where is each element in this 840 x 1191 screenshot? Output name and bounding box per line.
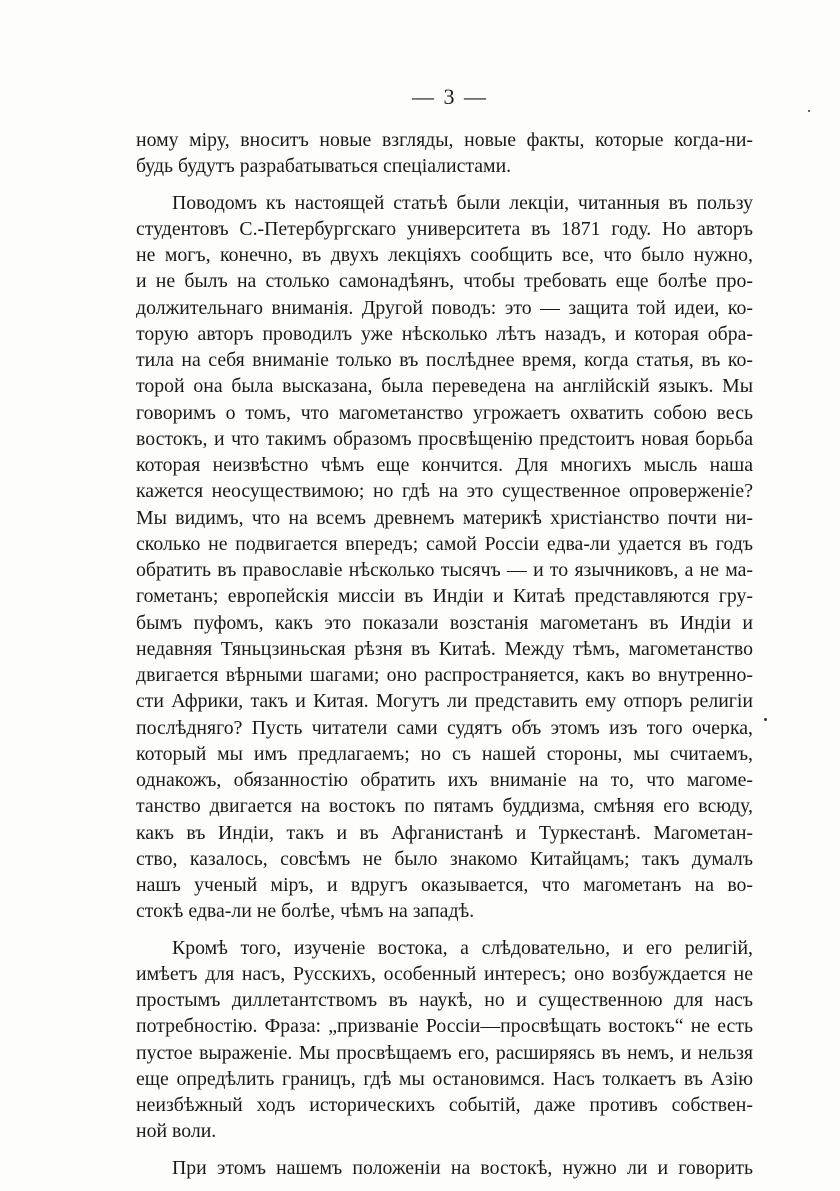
text-line: послѣдняго? Пусть читатели сами судятъ объ этомъ изъ того очерка, [136, 716, 753, 739]
paragraph [136, 935, 753, 1145]
text-line: пустое выраженіе. Мы просвѣщаемъ его, расширяясь въ немъ, и нельзя [136, 1041, 753, 1064]
text-line: танство двигается на востокъ по пятамъ буддизма, смѣняя его всюду, [136, 795, 753, 818]
text-line: Кромѣ того, изученіе востока, а слѣдовательно, и его религій, [172, 936, 753, 959]
text-line: нашъ ученый міръ, и вдругъ оказывается, что магометанъ на во- [136, 874, 753, 896]
text-line: который мы имъ предлагаемъ; но съ нашей стороны, мы считаемъ, [136, 742, 753, 765]
paragraph [136, 1155, 753, 1181]
scan-speck [764, 718, 767, 721]
text-line: стокѣ едва-ли не болѣе, чѣмъ на западѣ. [136, 900, 475, 923]
text-line: будь будутъ разрабатываться спеціалистами. [136, 155, 512, 178]
paragraph [136, 190, 753, 925]
text-line: однакожъ, обязанностію обратить ихъ вниманіе на то, что магоме- [136, 769, 753, 791]
body-text [136, 127, 753, 1181]
text-line: еще опредѣлить границъ, гдѣ мы остановимся. Насъ толкаетъ въ Азію [136, 1067, 753, 1090]
text-line: неизбѣжный ходъ историческихъ событій, даже противъ собствен- [136, 1094, 753, 1116]
text-line: имѣетъ для насъ, Русскихъ, особенный интересъ; оно возбуждается не [136, 962, 753, 985]
text-line: говоримъ о томъ, что магометанство угрожаетъ охватить собою весь [136, 401, 753, 424]
text-line: потребностію. Фраза: „призваніе Россіи—просвѣщать востокъ“ не есть [136, 1015, 753, 1038]
text-line: не могъ, конечно, въ двухъ лекціяхъ сообщить все, что было нужно, [136, 244, 753, 266]
text-line: которая неизвѣстно чѣмъ еще кончится. Для многихъ мысль наша [136, 454, 753, 476]
text-line: должительнаго вниманія. Другой поводъ: это — защита той идеи, ко- [136, 296, 753, 319]
text-line: сколько не подвигается впередъ; самой Россіи едва-ли удается въ годъ [136, 532, 753, 555]
text-line: торую авторъ проводилъ уже нѣсколько лѣтъ назадъ, и которая обра- [136, 322, 753, 345]
text-line: обратить въ православіе нѣсколько тысячъ — и то язычниковъ, а не ма- [136, 559, 753, 581]
text-line: бымъ пуфомъ, какъ это показали возстанія магометанъ въ Индіи и [136, 611, 753, 634]
text-line: ство, казалось, совсѣмъ не было знакомо Китайцамъ; такъ думалъ [136, 847, 753, 870]
text-line: торой она была высказана, была переведена на англійскій языкъ. Мы [136, 375, 753, 398]
text-line: недавняя Тяньцзиньская рѣзня въ Китаѣ. Между тѣмъ, магометанство [136, 637, 753, 660]
text-line: тила на себя вниманіе только въ послѣднее время, когда статья, въ ко- [136, 349, 753, 371]
page-number: — 3 — [412, 84, 488, 109]
text-line: востокъ, и что такимъ образомъ просвѣщенію предстоитъ новая борьба [136, 427, 753, 450]
text-line: сти Африки, такъ и Китая. Могутъ ли представить ему отпоръ религіи [136, 690, 753, 713]
text-line: какъ въ Индіи, такъ и въ Афганистанѣ и Туркестанѣ. Магометан- [136, 821, 753, 844]
text-line: ной воли. [136, 1120, 217, 1143]
text-line: Мы видимъ, что на всемъ древнемъ материкѣ христіанство почти ни- [136, 506, 753, 529]
text-line: двигается вѣрными шагами; оно распространяется, какъ во внутренно- [136, 664, 753, 686]
text-line: гометанъ; европейскія миссіи въ Индіи и Китаѣ представляются гру- [136, 585, 753, 608]
scan-speck [808, 110, 810, 112]
text-line: простымъ диллетантствомъ въ наукѣ, но и существенною для насъ [136, 989, 753, 1011]
text-line: Поводомъ къ настоящей статьѣ были лекціи, читанныя въ пользу [172, 191, 753, 214]
text-line: и не былъ на столько самонадѣянъ, чтобы требовать еще болѣе про- [136, 270, 753, 293]
text-line: При этомъ нашемъ положеніи на востокѣ, нужно ли и говорить [172, 1156, 753, 1179]
text-line: ному міру, вноситъ новые взгляды, новые факты, которые когда-ни- [136, 129, 753, 151]
paragraph [136, 127, 753, 180]
text-line: студентовъ С.-Петербургскаго университета въ 1871 году. Но авторъ [136, 217, 753, 240]
text-line: кажется неосуществимою; но гдѣ на это существенное опроверженіе? [136, 480, 753, 503]
